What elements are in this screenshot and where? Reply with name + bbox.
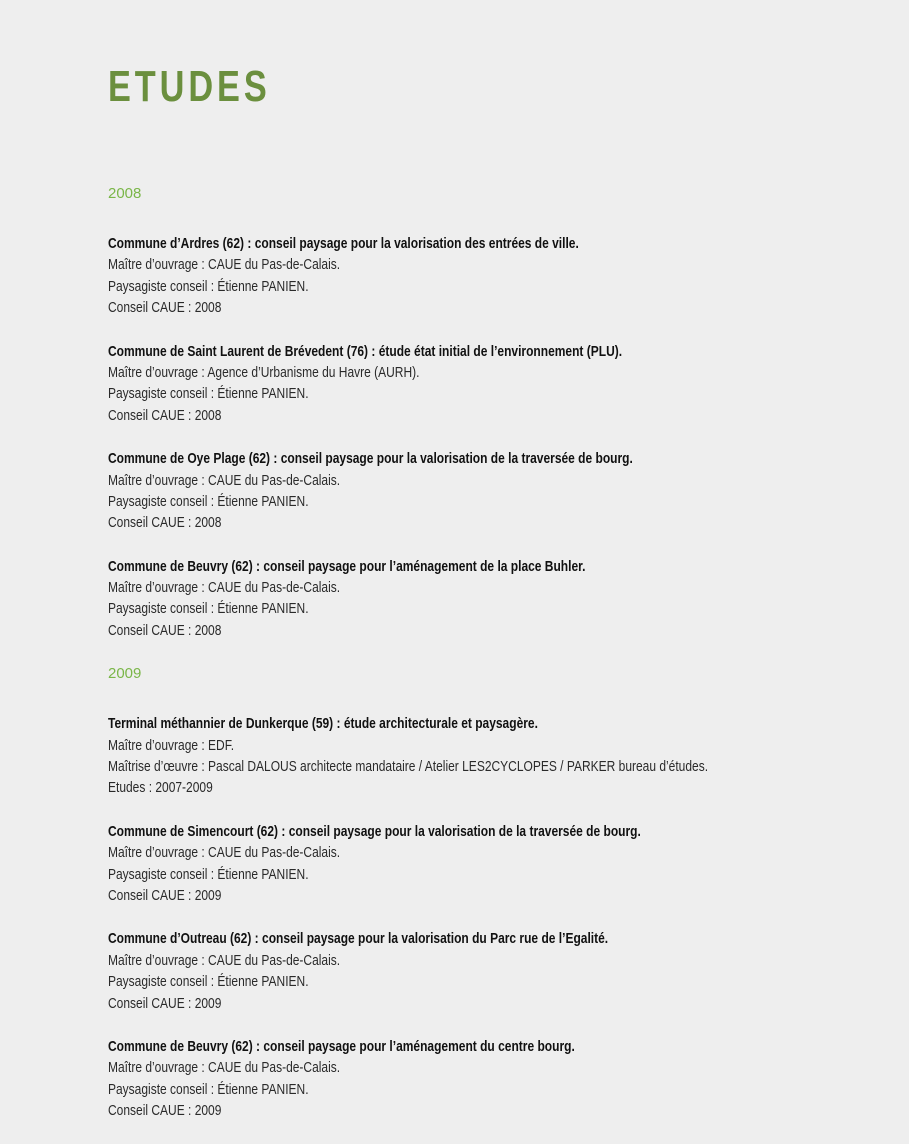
- study-title: Commune d’Ardres (62) : conseil paysage pour la valorisation des entrées de ville.: [108, 235, 579, 252]
- study-title: Commune de Beuvry (62) : conseil paysage pour l’aménagement de la place Buhler.: [108, 557, 586, 575]
- study-detail: Conseil CAUE : 2009: [108, 1102, 222, 1120]
- study-detail: Paysagiste conseil : Étienne PANIEN.: [108, 973, 309, 991]
- study-detail: Maître d’ouvrage : CAUE du Pas-de-Calais.: [108, 256, 341, 274]
- study-detail: Conseil CAUE : 2009: [108, 886, 222, 904]
- study-detail: Paysagiste conseil : Étienne PANIEN.: [108, 492, 309, 510]
- study-detail: Conseil CAUE : 2008: [108, 621, 222, 639]
- study-detail: Paysagiste conseil : Étienne PANIEN.: [108, 1080, 309, 1098]
- study-detail: Maître d’ouvrage : CAUE du Pas-de-Calais.: [108, 579, 341, 597]
- study-title: Terminal méthannier de Dunkerque (59) : étude architecturale et paysagère.: [108, 715, 538, 733]
- study-detail: Maître d’ouvrage : CAUE du Pas-de-Calais.: [108, 951, 341, 969]
- study-detail: Maître d’ouvrage : EDF.: [108, 736, 235, 754]
- study-entry: [108, 1036, 888, 1122]
- study-entry: [108, 341, 888, 427]
- study-title: Commune d’Outreau (62) : conseil paysage pour la valorisation du Parc rue de l’Egalité.: [108, 930, 609, 948]
- studies-list: [108, 180, 888, 1144]
- year-heading: 2009: [108, 665, 142, 683]
- study-entry: [108, 821, 888, 907]
- study-detail: Maître d’ouvrage : Agence d’Urbanisme du Havre (AURH).: [108, 363, 420, 381]
- study-entry: [108, 713, 888, 799]
- study-detail: Conseil CAUE : 2008: [108, 406, 222, 424]
- study-detail: Paysagiste conseil : Étienne PANIEN.: [108, 865, 309, 883]
- study-title: Commune de Beuvry (62) : conseil paysage pour l’aménagement du centre bourg.: [108, 1037, 575, 1055]
- study-detail: Conseil CAUE : 2008: [108, 299, 222, 317]
- study-title: Commune de Saint Laurent de Brévedent (76) : étude état initial de l’environnement (PLU).: [108, 342, 623, 360]
- page-title: ETUDES: [108, 62, 271, 111]
- study-detail: Paysagiste conseil : Étienne PANIEN.: [108, 385, 309, 403]
- study-title: Commune de Oye Plage (62) : conseil paysage pour la valorisation de la traversée de bourg.: [108, 450, 633, 468]
- study-detail: Maître d’ouvrage : CAUE du Pas-de-Calais.: [108, 471, 341, 489]
- study-entry: [108, 448, 888, 534]
- year-heading: 2008: [108, 185, 142, 202]
- study-detail: Maître d’ouvrage : CAUE du Pas-de-Calais.: [108, 1059, 341, 1077]
- study-detail: Etudes : 2007-2009: [108, 779, 213, 797]
- study-detail: Conseil CAUE : 2009: [108, 994, 222, 1012]
- study-entry: [108, 556, 888, 642]
- study-detail: Maître d’ouvrage : CAUE du Pas-de-Calais.: [108, 844, 341, 862]
- study-entry: [108, 233, 888, 319]
- study-detail: Conseil CAUE : 2008: [108, 514, 222, 532]
- study-detail: Paysagiste conseil : Étienne PANIEN.: [108, 277, 309, 295]
- study-entry: [108, 928, 888, 1014]
- study-title: Commune de Simencourt (62) : conseil paysage pour la valorisation de la traversée de bourg.: [108, 822, 641, 840]
- study-detail: Paysagiste conseil : Étienne PANIEN.: [108, 600, 309, 618]
- study-detail: Maîtrise d’œuvre : Pascal DALOUS architecte mandataire / Atelier LES2CYCLOPES / PARKER bureau d’études.: [108, 758, 709, 776]
